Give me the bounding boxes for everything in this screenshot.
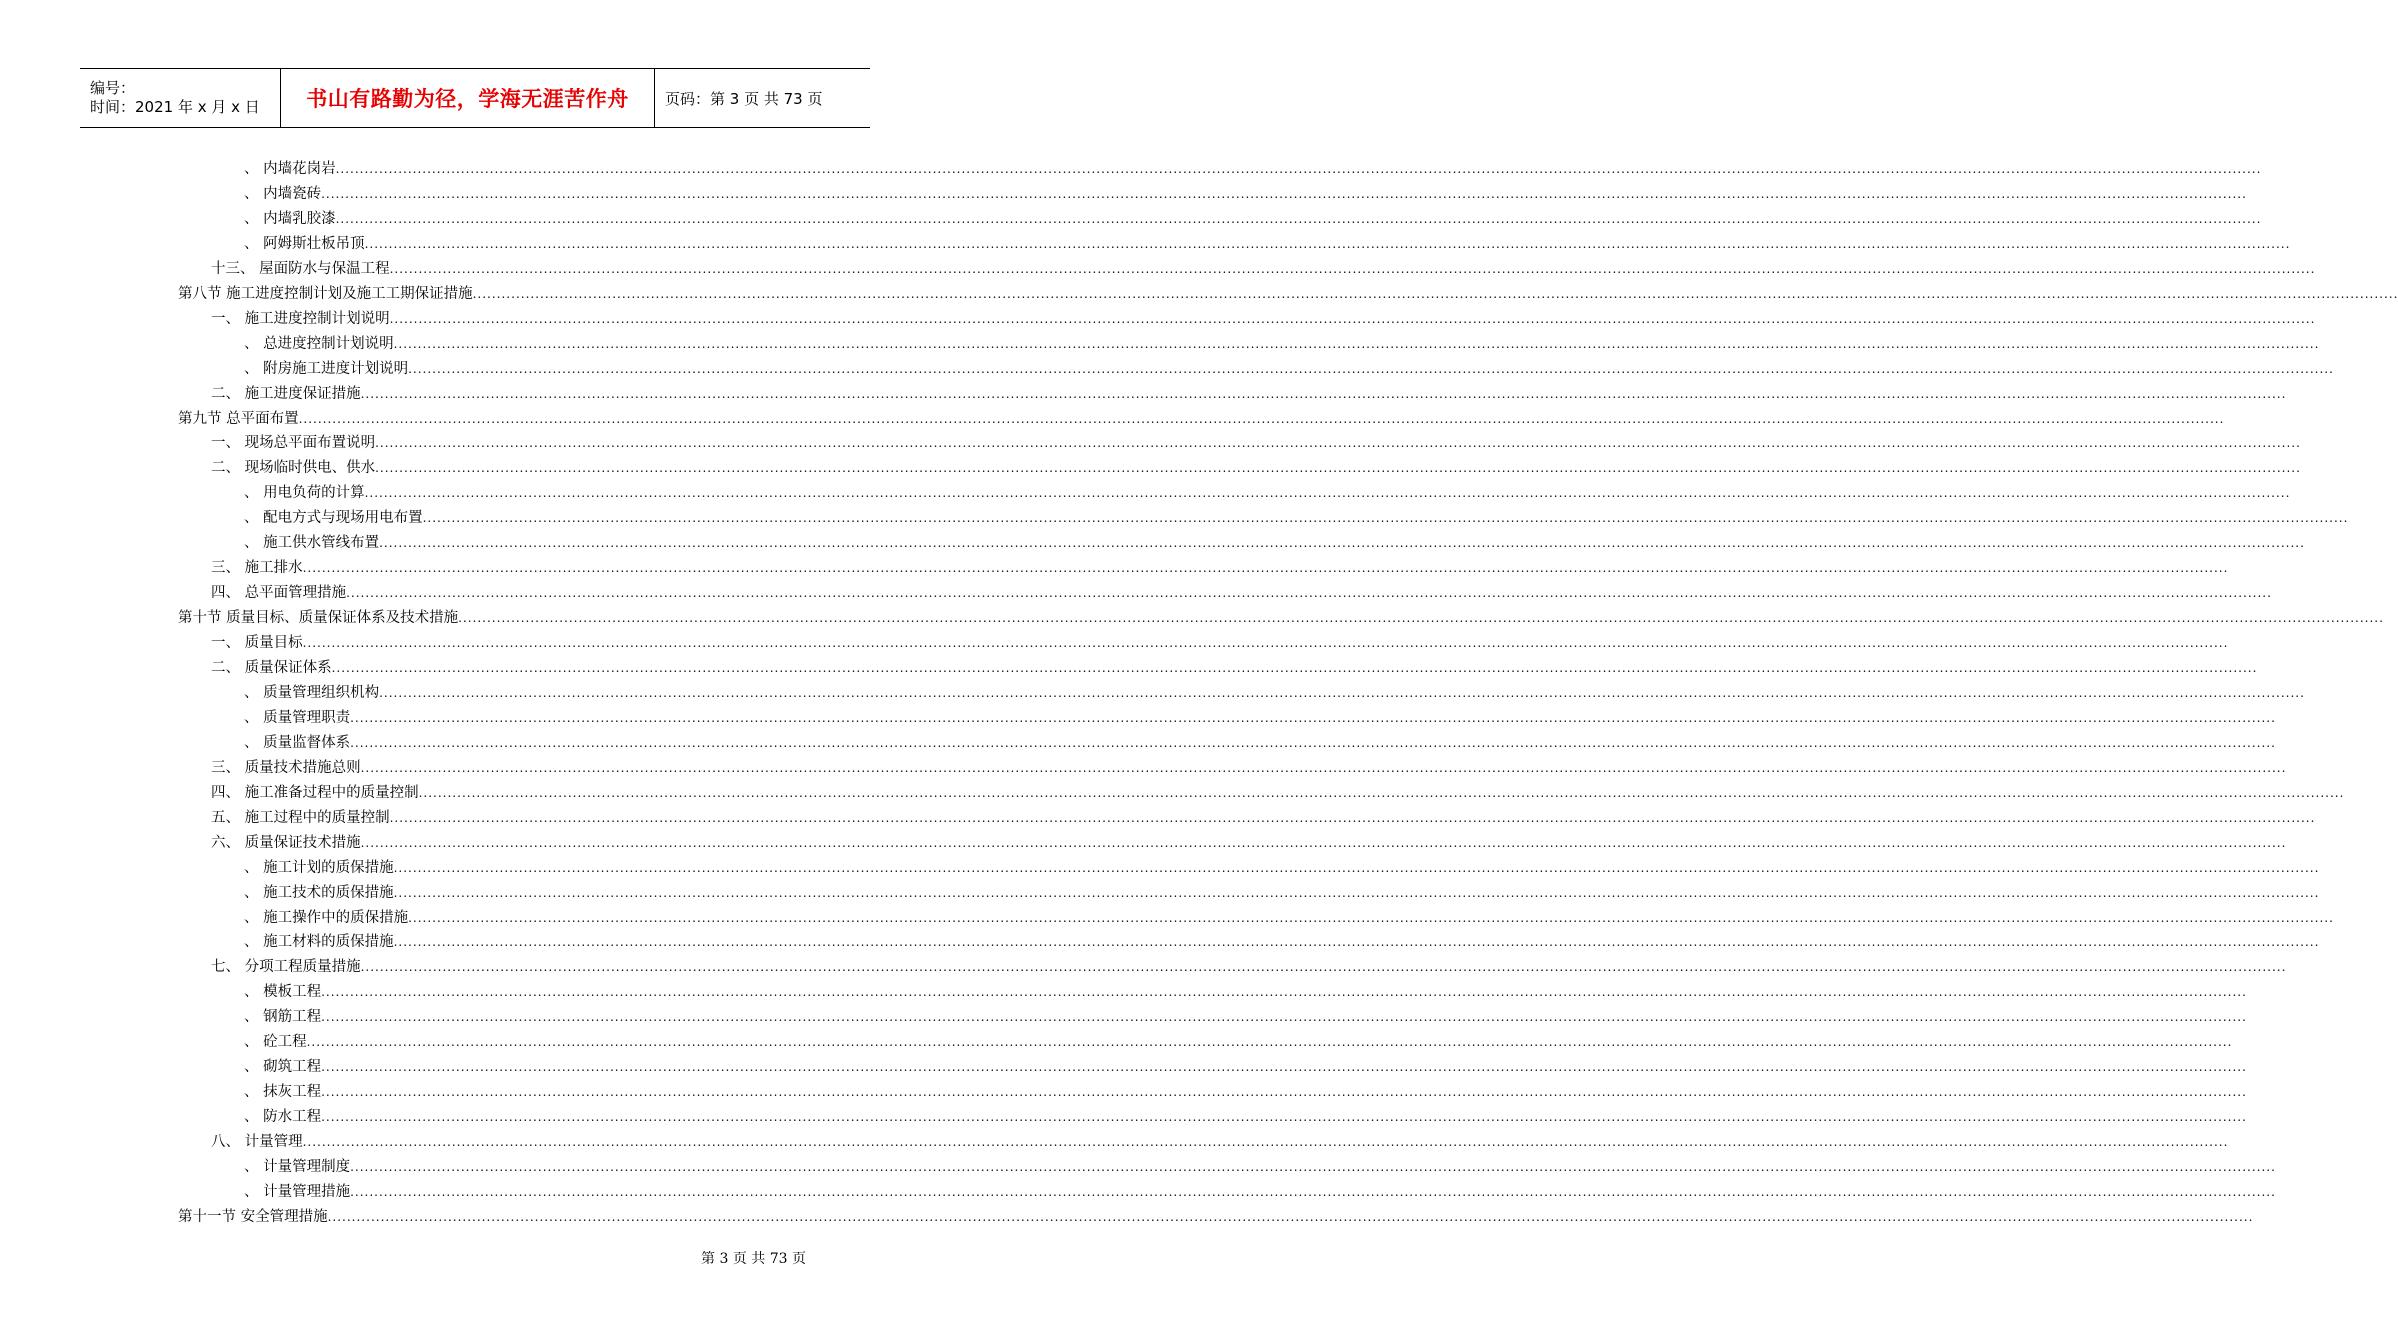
toc-dot-leader: ................................................................................................................................................................................................................................................................................................................................................................................................................ [306, 1035, 2233, 1050]
toc-entry[interactable] [211, 804, 2316, 829]
toc-entry[interactable] [211, 380, 2287, 405]
toc-entry-label: 、 配电方式与现场用电布置 [244, 510, 423, 527]
toc-entry-label: 、 施工计划的质保措施 [244, 859, 394, 876]
toc-dot-leader: ................................................................................................................................................................................................................................................................................................................................................................................................................ [393, 885, 2320, 900]
toc-entry-label: 、 内墙瓷砖 [244, 185, 322, 202]
toc-dot-leader: ................................................................................................................................................................................................................................................................................................................................................................................................................ [321, 1010, 2247, 1025]
toc-entry-label: 、 砼工程 [244, 1034, 307, 1051]
toc-dot-leader: ................................................................................................................................................................................................................................................................................................................................................................................................................ [389, 810, 2316, 825]
toc-entry[interactable] [244, 205, 2262, 230]
toc-entry-label: 、 质量管理组织机构 [244, 684, 380, 701]
toc-dot-leader: ................................................................................................................................................................................................................................................................................................................................................................................................................ [458, 611, 2384, 626]
toc-dot-leader: ................................................................................................................................................................................................................................................................................................................................................................................................................ [331, 661, 2258, 675]
toc-entry[interactable] [244, 1028, 2233, 1053]
toc-entry[interactable] [244, 230, 2291, 255]
toc-dot-leader: ................................................................................................................................................................................................................................................................................................................................................................................................................ [321, 186, 2247, 201]
toc-entry[interactable] [211, 754, 2287, 779]
header-motto-cell [281, 69, 655, 127]
toc-entry[interactable] [244, 155, 2262, 180]
toc-entry-label: 一、 施工进度控制计划说明 [211, 310, 390, 327]
toc-dot-leader: ................................................................................................................................................................................................................................................................................................................................................................................................................ [360, 960, 2287, 975]
toc-dot-leader: ................................................................................................................................................................................................................................................................................................................................................................................................................ [375, 461, 2301, 476]
toc-entry-label: 、 质量监督体系 [244, 734, 351, 751]
toc-entry-label: 、 附房施工进度计划说明 [244, 360, 409, 377]
toc-entry-label: 、 施工操作中的质保措施 [244, 909, 409, 926]
toc-entry[interactable] [211, 454, 2301, 479]
toc-entry[interactable] [244, 1153, 2276, 1178]
toc-entry-label: 一、 现场总平面布置说明 [211, 435, 376, 452]
toc-entry-label: 、 总进度控制计划说明 [244, 335, 394, 352]
toc-entry-label: 、 抹灰工程 [244, 1084, 322, 1101]
toc-entry[interactable] [244, 330, 2320, 355]
toc-dot-leader: ................................................................................................................................................................................................................................................................................................................................................................................................................ [422, 511, 2349, 526]
toc-entry[interactable] [178, 604, 2384, 629]
toc-entry[interactable] [244, 879, 2320, 904]
toc-dot-leader: ................................................................................................................................................................................................................................................................................................................................................................................................................ [375, 436, 2301, 451]
toc-dot-leader: ................................................................................................................................................................................................................................................................................................................................................................................................................ [389, 261, 2316, 276]
toc-entry[interactable] [244, 180, 2247, 205]
toc-entry-label: 四、 总平面管理措施 [211, 585, 347, 602]
toc-entry-label: 、 施工技术的质保措施 [244, 884, 394, 901]
toc-dot-leader: ................................................................................................................................................................................................................................................................................................................................................................................................................ [364, 236, 2291, 251]
toc-entry-label: 、 阿姆斯壮板吊顶 [244, 235, 365, 252]
toc-entry[interactable] [244, 679, 2305, 704]
toc-entry[interactable] [211, 255, 2316, 280]
toc-entry-label: 、 施工供水管线布置 [244, 535, 380, 552]
toc-entry-label: 八、 计量管理 [211, 1134, 303, 1151]
toc-dot-leader: ................................................................................................................................................................................................................................................................................................................................................................................................................ [346, 586, 2272, 601]
toc-entry-label: 第十一节 安全管理措施 [178, 1208, 328, 1225]
toc-dot-leader: ................................................................................................................................................................................................................................................................................................................................................................................................................ [360, 835, 2287, 850]
toc-entry-label: 五、 施工过程中的质量控制 [211, 809, 390, 826]
toc-dot-leader: ................................................................................................................................................................................................................................................................................................................................................................................................................ [321, 1085, 2247, 1100]
toc-entry[interactable] [211, 305, 2316, 330]
toc-dot-leader: ................................................................................................................................................................................................................................................................................................................................................................................................................ [321, 1060, 2247, 1075]
toc-dot-leader: ................................................................................................................................................................................................................................................................................................................................................................................................................ [360, 386, 2287, 401]
toc-entry-label: 、 施工材料的质保措施 [244, 934, 394, 951]
toc-entry-label: 二、 质量保证体系 [211, 660, 332, 676]
toc-entry[interactable] [211, 654, 2258, 679]
document-header [80, 68, 870, 128]
toc-dot-leader: ................................................................................................................................................................................................................................................................................................................................................................................................................ [472, 286, 2398, 301]
toc-dot-leader: ................................................................................................................................................................................................................................................................................................................................................................................................................ [302, 561, 2229, 576]
toc-dot-leader: ................................................................................................................................................................................................................................................................................................................................................................................................................ [364, 486, 2291, 501]
toc-entry-label: 、 用电负荷的计算 [244, 485, 365, 502]
toc-dot-leader: ................................................................................................................................................................................................................................................................................................................................................................................................................ [335, 211, 2262, 226]
toc-dot-leader: ................................................................................................................................................................................................................................................................................................................................................................................................................ [335, 162, 2262, 176]
toc-dot-leader: ................................................................................................................................................................................................................................................................................................................................................................................................................ [360, 760, 2287, 775]
toc-entry-label: 二、 现场临时供电、供水 [211, 460, 376, 477]
toc-entry[interactable] [211, 829, 2287, 854]
toc-entry[interactable] [211, 953, 2287, 978]
toc-dot-leader: ................................................................................................................................................................................................................................................................................................................................................................................................................ [298, 411, 2225, 426]
toc-dot-leader: ................................................................................................................................................................................................................................................................................................................................................................................................................ [408, 910, 2334, 925]
toc-entry-label: 、 内墙乳胶漆 [244, 210, 336, 227]
toc-entry[interactable] [244, 479, 2291, 504]
toc-dot-leader: ................................................................................................................................................................................................................................................................................................................................................................................................................ [379, 536, 2305, 551]
toc-dot-leader: ................................................................................................................................................................................................................................................................................................................................................................................................................ [321, 1110, 2247, 1125]
toc-dot-leader: ................................................................................................................................................................................................................................................................................................................................................................................................................ [302, 636, 2229, 651]
toc-entry[interactable] [211, 579, 2272, 604]
toc-dot-leader: ................................................................................................................................................................................................................................................................................................................................................................................................................ [350, 1160, 2276, 1174]
toc-entry-label: 第八节 施工进度控制计划及施工工期保证措施 [178, 285, 473, 302]
toc-dot-leader: ................................................................................................................................................................................................................................................................................................................................................................................................................ [393, 860, 2320, 875]
toc-dot-leader: ................................................................................................................................................................................................................................................................................................................................................................................................................ [418, 785, 2345, 800]
toc-entry[interactable] [244, 504, 2349, 529]
toc-entry[interactable] [244, 904, 2334, 929]
toc-entry[interactable] [244, 1103, 2247, 1128]
toc-entry-label: 、 模板工程 [244, 984, 322, 1001]
toc-entry-label: 、 内墙花岗岩 [244, 161, 336, 177]
toc-entry-label: 、 钢筋工程 [244, 1009, 322, 1026]
header-motto: 书山有路勤为径，学海无涯苦作舟 [306, 87, 629, 111]
footer-page-info: 第 3 页 共 73 页 [701, 1251, 806, 1267]
toc-dot-leader: ................................................................................................................................................................................................................................................................................................................................................................................................................ [350, 710, 2276, 725]
toc-entry-label: 六、 质量保证技术措施 [211, 834, 361, 851]
toc-entry[interactable] [178, 405, 2225, 430]
toc-entry[interactable] [244, 854, 2320, 879]
toc-entry[interactable] [211, 1128, 2229, 1153]
document-date-label: 时间：2021 年 x 月 x 日 [90, 98, 260, 116]
toc-entry[interactable] [211, 779, 2345, 804]
toc-entry-label: 二、 施工进度保证措施 [211, 385, 361, 402]
toc-entry[interactable] [211, 629, 2229, 654]
toc-dot-leader: ................................................................................................................................................................................................................................................................................................................................................................................................................ [393, 336, 2320, 351]
toc-entry[interactable] [211, 554, 2229, 579]
toc-entry-label: 、 防水工程 [244, 1109, 322, 1126]
toc-entry-label: 三、 施工排水 [211, 560, 303, 577]
toc-entry-label: 、 计量管理制度 [244, 1159, 351, 1175]
toc-dot-leader: ................................................................................................................................................................................................................................................................................................................................................................................................................ [408, 361, 2334, 376]
toc-entry[interactable] [244, 704, 2276, 729]
toc-entry[interactable] [244, 529, 2305, 554]
header-page-info: 页码：第 3 页 共 73 页 [665, 89, 823, 108]
toc-entry[interactable] [244, 978, 2247, 1003]
toc-entry-label: 、 计量管理措施 [244, 1183, 351, 1200]
toc-entry-label: 一、 质量目标 [211, 635, 303, 652]
toc-entry[interactable] [178, 1203, 2254, 1228]
toc-entry-label: 第十节 质量目标、质量保证体系及技术措施 [178, 610, 459, 627]
toc-entry-label: 、 质量管理职责 [244, 709, 351, 726]
toc-entry[interactable] [244, 1178, 2276, 1203]
toc-entry[interactable] [244, 928, 2320, 953]
document-number-label: 编号： [90, 79, 136, 97]
toc-entry-label: 七、 分项工程质量措施 [211, 959, 361, 976]
toc-dot-leader: ................................................................................................................................................................................................................................................................................................................................................................................................................ [302, 1135, 2229, 1150]
toc-entry[interactable] [211, 429, 2301, 454]
toc-dot-leader: ................................................................................................................................................................................................................................................................................................................................................................................................................ [321, 985, 2247, 1000]
toc-entry-label: 、 砌筑工程 [244, 1059, 322, 1076]
header-page-cell [655, 69, 870, 127]
toc-dot-leader: ................................................................................................................................................................................................................................................................................................................................................................................................................ [393, 935, 2320, 950]
toc-entry[interactable] [244, 1053, 2247, 1078]
toc-entry[interactable] [244, 1078, 2247, 1103]
toc-entry-label: 第九节 总平面布置 [178, 410, 299, 427]
toc-dot-leader: ................................................................................................................................................................................................................................................................................................................................................................................................................ [350, 735, 2276, 750]
toc-entry[interactable] [244, 355, 2334, 380]
toc-entry[interactable] [244, 729, 2276, 754]
toc-dot-leader: ................................................................................................................................................................................................................................................................................................................................................................................................................ [389, 311, 2316, 326]
toc-dot-leader: ................................................................................................................................................................................................................................................................................................................................................................................................................ [350, 1184, 2276, 1199]
toc-entry[interactable] [244, 1003, 2247, 1028]
toc-dot-leader: ................................................................................................................................................................................................................................................................................................................................................................................................................ [327, 1209, 2254, 1224]
toc-entry-label: 四、 施工准备过程中的质量控制 [211, 784, 419, 801]
toc-entry[interactable] [178, 280, 2398, 305]
header-meta-cell [80, 69, 281, 127]
toc-dot-leader: ................................................................................................................................................................................................................................................................................................................................................................................................................ [379, 685, 2305, 700]
toc-entry-label: 三、 质量技术措施总则 [211, 759, 361, 776]
toc-entry-label: 十三、 屋面防水与保温工程 [211, 260, 390, 277]
